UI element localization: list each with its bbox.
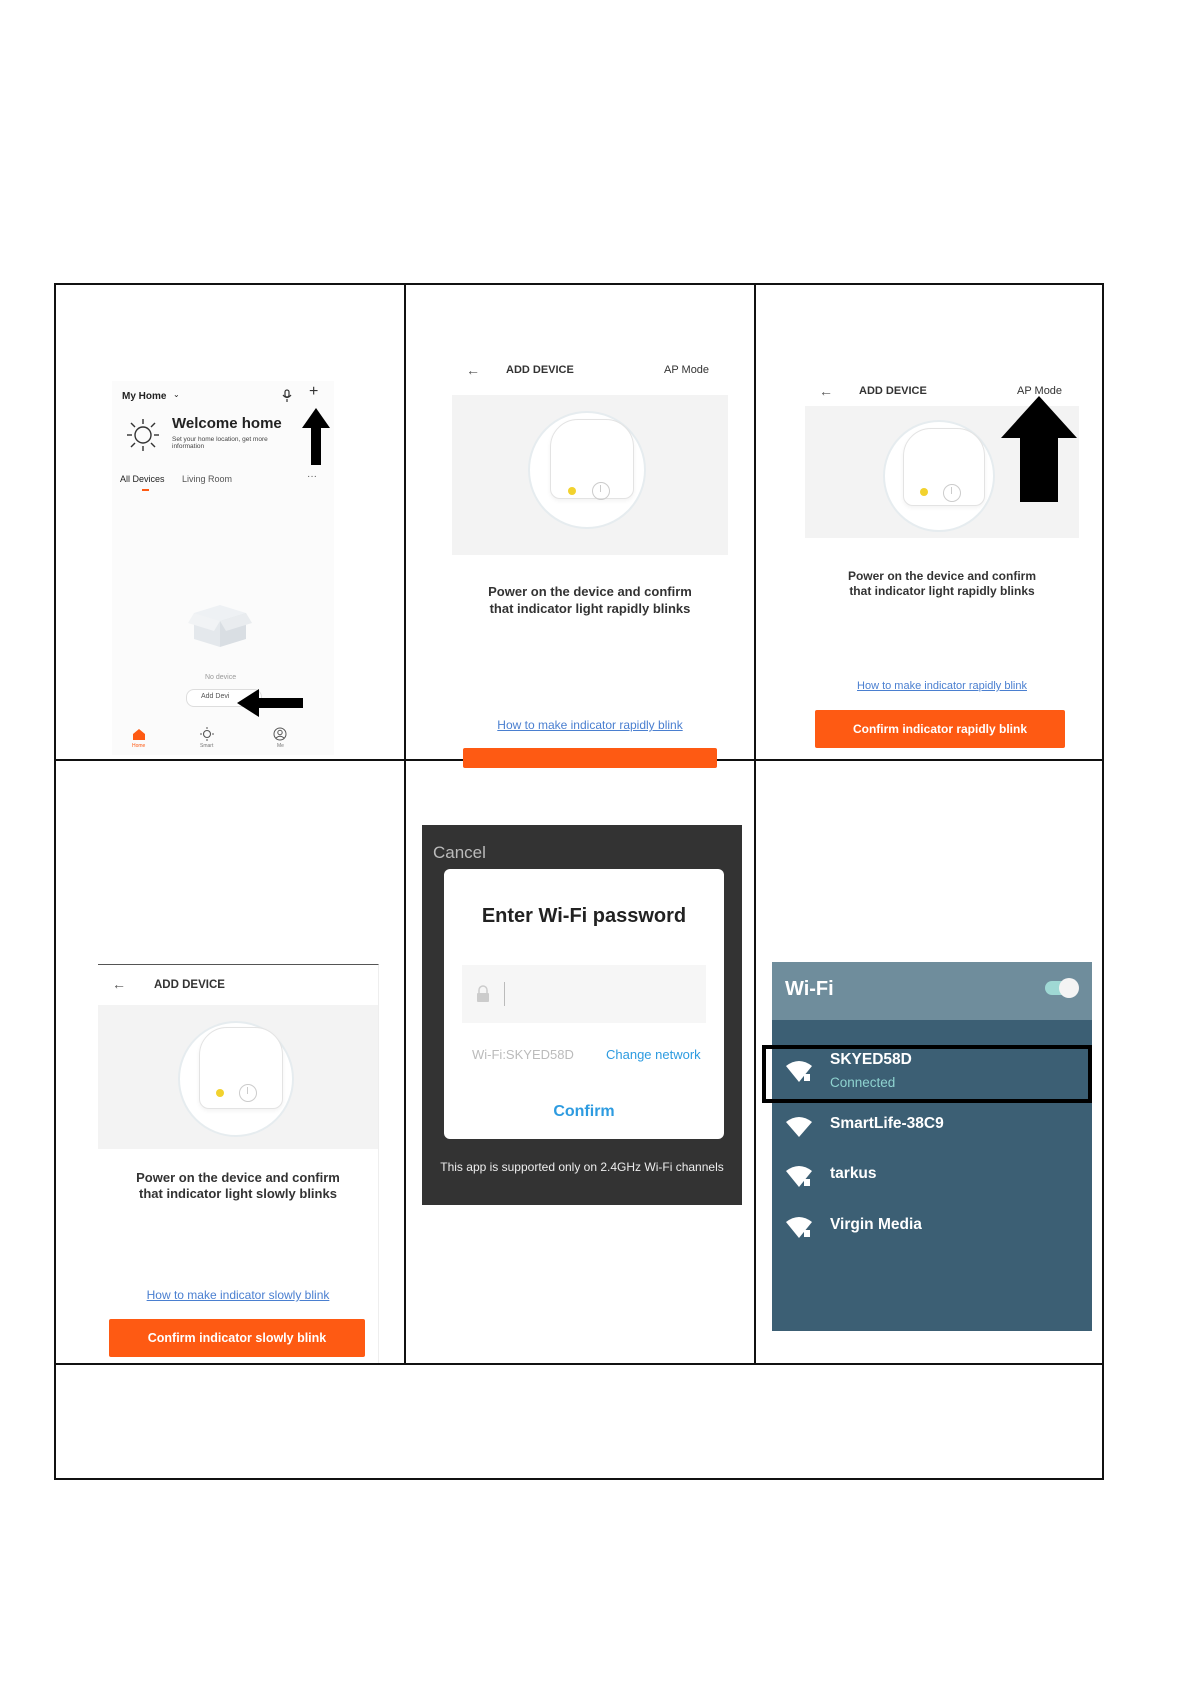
wifi-list-screenshot	[772, 962, 1092, 1331]
wifi-icon	[785, 1165, 813, 1189]
indicator-light	[568, 487, 576, 495]
tab-active-indicator	[142, 489, 149, 491]
confirm-button-cropped[interactable]	[463, 748, 717, 768]
left-arrow-icon	[237, 689, 303, 717]
back-arrow-icon[interactable]: ←	[819, 383, 833, 399]
ap-mode-label[interactable]: AP Mode	[1017, 385, 1063, 397]
up-arrow-icon	[301, 408, 331, 465]
add-device-label: Add Devi	[201, 693, 230, 700]
ap-mode-screenshot-cropped	[452, 362, 728, 759]
slow-blink-screenshot	[98, 964, 379, 1363]
instruction-line-2: that indicator light rapidly blinks	[849, 584, 1035, 598]
network-name[interactable]: SKYED58D	[830, 1051, 912, 1068]
home-icon[interactable]	[132, 728, 146, 741]
nav-home-label[interactable]: Home	[132, 743, 146, 749]
home-title[interactable]: My Home	[122, 391, 167, 402]
nav-smart-label[interactable]: Smart	[200, 743, 214, 749]
current-wifi-label: Wi-Fi:SKYED58D	[472, 1047, 574, 1062]
tab-living-room[interactable]: Living Room	[182, 474, 233, 484]
more-icon[interactable]: ···	[307, 471, 317, 482]
no-device-label: No device	[205, 674, 237, 681]
wifi-icon	[785, 1216, 813, 1240]
network-status: Connected	[830, 1075, 896, 1090]
power-icon	[943, 484, 961, 502]
grid-divider	[404, 283, 406, 1365]
wifi-header	[772, 962, 1092, 1020]
sun-icon	[126, 418, 160, 452]
confirm-button[interactable]: Confirm	[553, 1103, 615, 1120]
grid-divider	[754, 283, 756, 1365]
wifi-password-screenshot	[422, 825, 742, 1205]
smart-icon[interactable]	[200, 727, 214, 741]
instruction-line-2: that indicator light slowly blinks	[139, 1186, 337, 1201]
toggle-knob	[1059, 978, 1079, 998]
grid-divider	[54, 1363, 1104, 1365]
ap-mode-label[interactable]: AP Mode	[664, 364, 710, 376]
cancel-button[interactable]: Cancel	[433, 843, 486, 862]
text-cursor	[504, 982, 505, 1006]
wifi-icon	[785, 1116, 813, 1138]
instruction-line-1: Power on the device and confirm	[847, 569, 1037, 583]
back-arrow-icon[interactable]: ←	[112, 976, 126, 992]
power-icon	[239, 1084, 257, 1102]
indicator-light	[920, 488, 928, 496]
network-name[interactable]: SmartLife-38C9	[830, 1115, 944, 1132]
frequency-note: This app is supported only on 2.4GHz Wi-Fi channels	[440, 1160, 724, 1174]
change-network-link[interactable]: Change network	[606, 1047, 701, 1062]
confirm-rapid-blink-button[interactable]: Confirm indicator rapidly blink	[815, 710, 1065, 748]
wifi-toggle[interactable]	[1045, 981, 1075, 995]
indicator-light	[216, 1089, 224, 1097]
empty-box-icon	[186, 599, 254, 651]
up-arrow-icon	[1001, 396, 1077, 502]
lock-icon	[476, 985, 490, 1003]
plus-icon[interactable]: +	[309, 383, 319, 400]
nav-me-label[interactable]: Me	[277, 743, 284, 749]
help-link[interactable]: How to make indicator slowly blink	[146, 1288, 330, 1302]
instruction-line-2: that indicator light rapidly blinks	[489, 601, 691, 616]
help-link[interactable]: How to make indicator rapidly blink	[497, 718, 683, 732]
welcome-subtitle[interactable]: Set your home location, get more information	[172, 436, 268, 450]
tab-all-devices[interactable]: All Devices	[120, 474, 165, 484]
password-dialog	[444, 869, 724, 1139]
wifi-icon	[785, 1060, 813, 1084]
me-icon[interactable]	[273, 727, 287, 741]
instruction-line-1: Power on the device and confirm	[136, 1170, 340, 1185]
instruction-line-1: Power on the device and confirm	[488, 584, 692, 599]
network-name[interactable]: tarkus	[830, 1165, 877, 1182]
help-link[interactable]: How to make indicator rapidly blink	[857, 680, 1027, 692]
screen-title: ADD DEVICE	[859, 385, 927, 397]
confirm-slow-blink-button[interactable]: Confirm indicator slowly blink	[109, 1319, 365, 1357]
dialog-title: Enter Wi-Fi password	[481, 905, 687, 927]
wifi-title: Wi-Fi	[785, 978, 834, 1000]
screen-title: ADD DEVICE	[506, 364, 574, 376]
network-name[interactable]: Virgin Media	[830, 1216, 922, 1233]
password-input[interactable]	[462, 965, 706, 1023]
welcome-heading: Welcome home	[172, 415, 282, 432]
chevron-down-icon[interactable]: ⌄	[173, 390, 180, 399]
back-arrow-icon[interactable]: ←	[466, 362, 480, 378]
power-icon	[592, 482, 610, 500]
screen-title: ADD DEVICE	[154, 979, 225, 991]
mic-icon[interactable]	[281, 389, 293, 403]
